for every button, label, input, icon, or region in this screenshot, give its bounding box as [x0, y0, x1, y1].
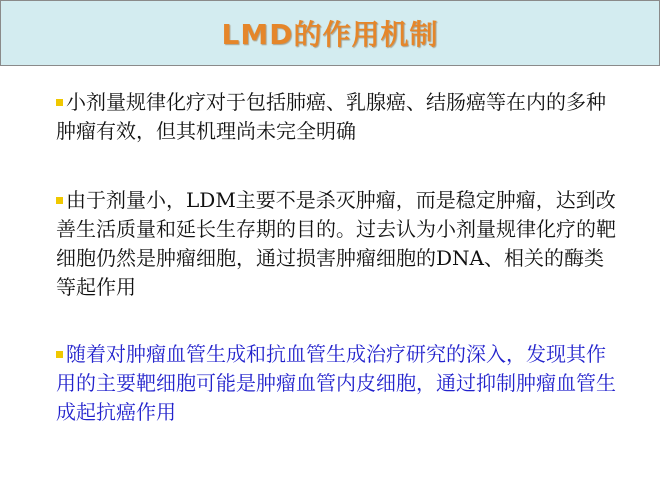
bullet-text-3: 随着对肿瘤血管生成和抗血管生成治疗研究的深入，发现其作用的主要靶细胞可能是肿瘤血管内皮细胞，通过抑制肿瘤血管生成起抗癌作用 [56, 342, 616, 424]
title-bar [0, 0, 660, 66]
slide-title: LMD的作用机制 [221, 18, 439, 51]
bullet-item-1 [56, 88, 616, 146]
bullet-text-2: 由于剂量小，LDM主要不是杀灭肿瘤，而是稳定肿瘤，达到改善生活质量和延长生存期的目的。过去认为小剂量规律化疗的靶细胞仍然是肿瘤细胞，通过损害肿瘤细胞的DNA、相关的酶类等起作用 [56, 188, 616, 299]
bullet-marker-icon [56, 99, 63, 106]
bullet-text-1: 小剂量规律化疗对于包括肺癌、乳腺癌、结肠癌等在内的多种肿瘤有效，但其机理尚未完全明确 [56, 90, 606, 143]
bullet-marker-icon [56, 197, 63, 204]
bullet-marker-icon [56, 351, 63, 358]
bullet-item-2 [56, 186, 616, 302]
bullet-item-3 [56, 340, 616, 427]
